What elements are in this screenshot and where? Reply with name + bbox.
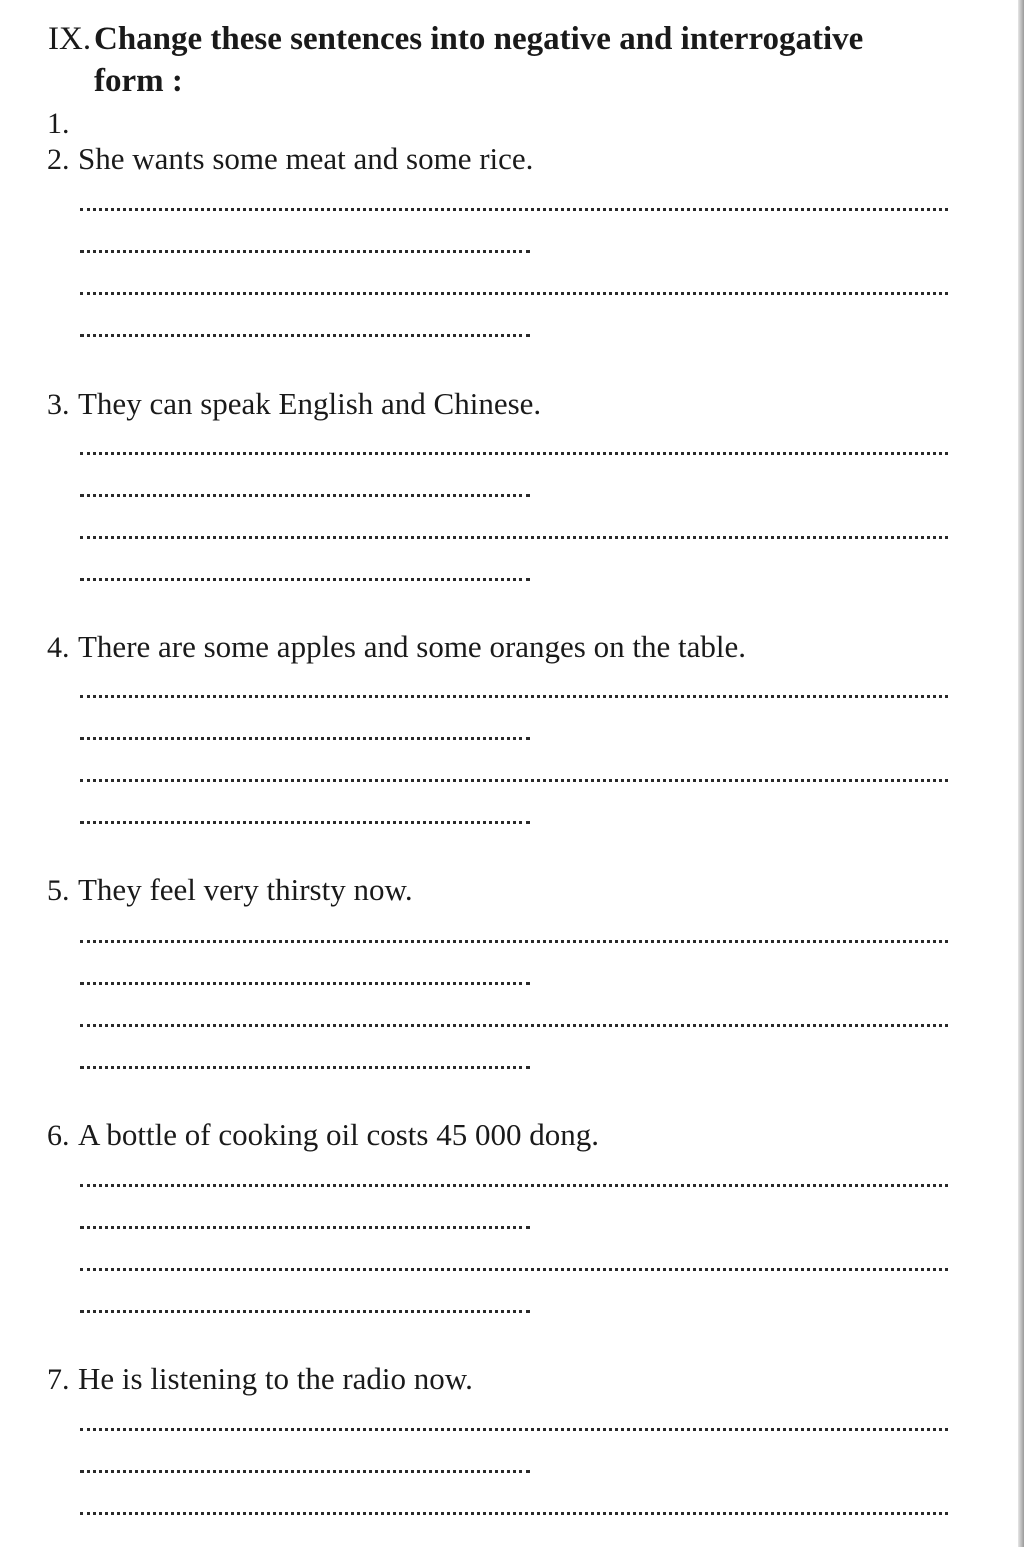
item-6-sentence: A bottle of cooking oil costs 45 000 dong. xyxy=(78,1117,599,1152)
item-4-sentence: There are some apples and some oranges on the table. xyxy=(78,629,746,664)
answer-line[interactable] xyxy=(80,940,948,943)
page-edge-shadow xyxy=(1018,0,1024,1547)
answer-line[interactable] xyxy=(80,1184,948,1187)
answer-line[interactable] xyxy=(80,1428,948,1431)
answer-line[interactable] xyxy=(80,1226,530,1229)
answer-line[interactable] xyxy=(80,1066,530,1069)
exercise-numeral: IX. xyxy=(48,21,92,57)
answer-line[interactable] xyxy=(80,208,948,211)
item-7-number: 7. xyxy=(47,1363,70,1396)
answer-line[interactable] xyxy=(80,536,948,539)
item-5-number: 5. xyxy=(47,874,70,907)
exercise-heading xyxy=(48,18,948,102)
item-3-number: 3. xyxy=(47,388,70,421)
answer-line[interactable] xyxy=(80,1470,530,1473)
item-7-sentence: He is listening to the radio now. xyxy=(78,1361,473,1396)
answer-line[interactable] xyxy=(80,821,530,824)
answer-line[interactable] xyxy=(80,695,948,698)
item-1-number: 1. xyxy=(47,107,70,140)
item-3-sentence: They can speak English and Chinese. xyxy=(78,386,542,421)
exercise-instruction: Change these sentences into negative and interrogative xyxy=(94,21,864,57)
answer-line[interactable] xyxy=(80,737,530,740)
item-2-number: 2. xyxy=(47,143,70,176)
item-5-sentence: They feel very thirsty now. xyxy=(78,872,413,907)
item-4-number: 4. xyxy=(47,631,70,664)
answer-line[interactable] xyxy=(80,1268,948,1271)
item-6-number: 6. xyxy=(47,1119,70,1152)
answer-line[interactable] xyxy=(80,334,530,337)
answer-line[interactable] xyxy=(80,1024,948,1027)
answer-line[interactable] xyxy=(80,982,530,985)
answer-line[interactable] xyxy=(80,779,948,782)
answer-line[interactable] xyxy=(80,250,530,253)
answer-line[interactable] xyxy=(80,578,530,581)
exercise-instruction-continued: form : xyxy=(94,63,183,99)
item-2-sentence: She wants some meat and some rice. xyxy=(78,141,534,176)
answer-line[interactable] xyxy=(80,1512,948,1515)
answer-line[interactable] xyxy=(80,494,530,497)
answer-line[interactable] xyxy=(80,1310,530,1313)
answer-line[interactable] xyxy=(80,292,948,295)
answer-line[interactable] xyxy=(80,452,948,455)
